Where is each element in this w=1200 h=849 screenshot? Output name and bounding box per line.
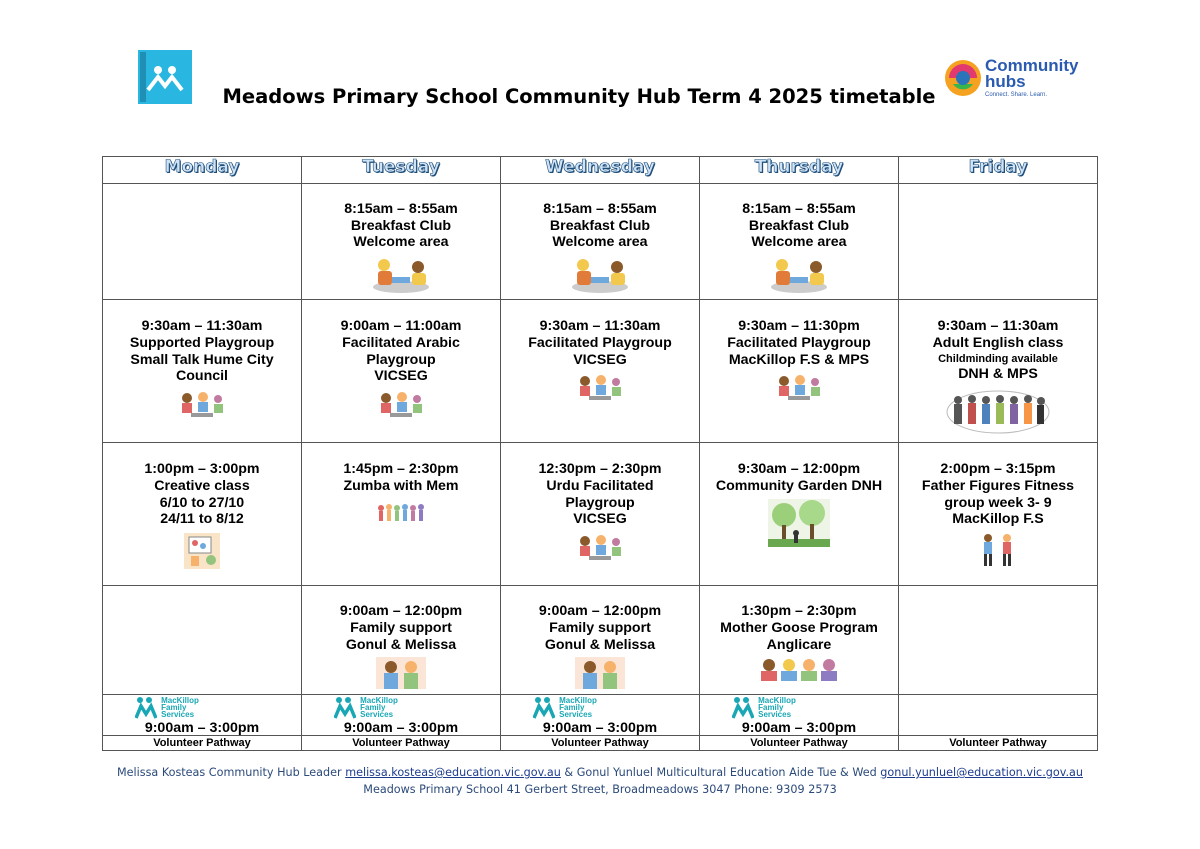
session-detail: Anglicare bbox=[766, 636, 832, 653]
session-time: 2:00pm – 3:15pm bbox=[940, 461, 1056, 478]
session-detail: Welcome area bbox=[552, 234, 648, 251]
mackillop-logo-line: MacKillop bbox=[161, 696, 199, 706]
session-time: 9:30am – 11:30pm bbox=[738, 318, 860, 335]
session-cell-wednesday bbox=[501, 586, 700, 694]
volunteer-pathway-wednesday: Volunteer Pathway bbox=[501, 735, 700, 750]
mackillop-logo-line: Family bbox=[559, 703, 585, 713]
mackillop-cell-thursday bbox=[700, 694, 899, 735]
timetable-row bbox=[103, 443, 1098, 586]
timetable-row bbox=[103, 184, 1098, 300]
logo-word-community: Community bbox=[985, 56, 1079, 75]
session-cell-monday bbox=[103, 443, 302, 586]
day-header-thursday: Thursday bbox=[700, 157, 899, 184]
session-cell-thursday bbox=[700, 300, 899, 443]
session-detail: VICSEG bbox=[573, 511, 627, 528]
session-cell-friday bbox=[899, 184, 1098, 300]
session-cell-tuesday bbox=[302, 443, 501, 586]
zumba-icon bbox=[302, 499, 500, 532]
footer bbox=[0, 764, 1200, 798]
mackillop-logo-line: Family bbox=[758, 703, 784, 713]
session-time: 9:30am – 11:30am bbox=[539, 318, 661, 335]
session-detail: Welcome area bbox=[751, 234, 847, 251]
session-detail: Family support bbox=[549, 619, 651, 636]
session-detail: 6/10 to 27/10 bbox=[159, 494, 245, 511]
fitness-icon bbox=[899, 532, 1097, 573]
day-header-wednesday: Wednesday bbox=[501, 157, 700, 184]
session-detail: Breakfast Club bbox=[748, 217, 850, 234]
breakfast-icon bbox=[501, 255, 699, 300]
session-cell-friday bbox=[899, 300, 1098, 443]
session-detail: VICSEG bbox=[374, 368, 428, 385]
session-detail: Facilitated Playgroup bbox=[727, 334, 871, 351]
logo-tagline: Connect. Share. Learn. bbox=[985, 92, 1048, 98]
session-detail: Playgroup bbox=[366, 351, 436, 368]
timetable bbox=[102, 156, 1098, 751]
mackillop-logo-line: MacKillop bbox=[758, 696, 796, 706]
art-icon bbox=[103, 532, 301, 575]
mackillop-logo bbox=[630, 695, 898, 721]
volunteer-time: 9:00am – 3:00pm bbox=[343, 719, 459, 736]
footer-leader-text: Melissa Kosteas Community Hub Leader bbox=[117, 766, 346, 779]
playgroup-icon bbox=[302, 389, 500, 424]
day-header-tuesday: Tuesday bbox=[302, 157, 501, 184]
mackillop-logo-text bbox=[161, 697, 199, 718]
mackillop-logo-line: Family bbox=[360, 703, 386, 713]
playgroup-icon bbox=[501, 532, 699, 567]
mackillop-logo-text bbox=[758, 697, 796, 718]
session-detail: Supported Playgroup bbox=[129, 334, 275, 351]
session-detail: DNH & MPS bbox=[958, 365, 1038, 382]
email-link-melissa[interactable]: melissa.kosteas@education.vic.gov.au bbox=[345, 766, 561, 779]
volunteer-row bbox=[103, 735, 1098, 750]
session-cell-monday bbox=[103, 184, 302, 300]
session-cell-thursday bbox=[700, 586, 899, 694]
session-time: 9:00am – 11:00am bbox=[340, 318, 462, 335]
session-time: 9:30am – 11:30am bbox=[141, 318, 263, 335]
footer-contacts bbox=[0, 764, 1200, 781]
session-detail: Adult English class bbox=[932, 334, 1064, 351]
session-cell-wednesday bbox=[501, 300, 700, 443]
session-detail: Creative class bbox=[154, 477, 250, 494]
breakfast-icon bbox=[700, 255, 898, 300]
session-time: 9:30am – 11:30am bbox=[937, 318, 1059, 335]
session-detail: Playgroup bbox=[565, 494, 635, 511]
session-detail: Father Figures Fitness bbox=[921, 477, 1075, 494]
session-detail: VICSEG bbox=[573, 351, 627, 368]
day-header-friday: Friday bbox=[899, 157, 1098, 184]
session-cell-thursday bbox=[700, 184, 899, 300]
email-link-gonul[interactable]: gonul.yunluel@education.vic.gov.au bbox=[880, 766, 1083, 779]
footer-address: Meadows Primary School 41 Gerbert Street, Broadmeadows 3047 Phone: 9309 2573 bbox=[363, 783, 837, 796]
session-detail: Small Talk Hume City bbox=[130, 351, 274, 368]
mackillop-logo-text bbox=[559, 697, 597, 718]
session-cell-wednesday bbox=[501, 184, 700, 300]
session-detail: Welcome area bbox=[353, 234, 449, 251]
support-icon bbox=[302, 657, 500, 694]
timetable-row bbox=[103, 300, 1098, 443]
mackillop-logo-line: Services bbox=[559, 710, 593, 720]
volunteer-time: 9:00am – 3:00pm bbox=[144, 719, 260, 736]
mackillop-logo-line: Services bbox=[360, 710, 394, 720]
mackillop-row bbox=[103, 694, 1098, 735]
volunteer-pathway-tuesday: Volunteer Pathway bbox=[302, 735, 501, 750]
timetable-row bbox=[103, 586, 1098, 694]
volunteer-pathway-monday: Volunteer Pathway bbox=[103, 735, 302, 750]
session-detail: Gonul & Melissa bbox=[544, 636, 656, 653]
volunteer-pathway-friday: Volunteer Pathway bbox=[899, 735, 1098, 750]
session-note: Childminding available bbox=[938, 352, 1058, 365]
session-cell-wednesday bbox=[501, 443, 700, 586]
garden-icon bbox=[700, 499, 898, 552]
session-detail: MacKillop F.S bbox=[952, 511, 1044, 528]
session-detail: Breakfast Club bbox=[549, 217, 651, 234]
session-time: 9:00am – 12:00pm bbox=[339, 603, 463, 620]
session-cell-tuesday bbox=[302, 184, 501, 300]
day-header-monday: Monday bbox=[103, 157, 302, 184]
session-detail: group week 3- 9 bbox=[944, 494, 1052, 511]
session-detail: Mother Goose Program bbox=[720, 619, 878, 636]
session-time: 12:30pm – 2:30pm bbox=[538, 461, 662, 478]
session-cell-monday bbox=[103, 586, 302, 694]
mackillop-logo-line: Services bbox=[161, 710, 195, 720]
logo-word-hubs: hubs bbox=[985, 72, 1026, 91]
session-detail: Facilitated Arabic bbox=[342, 334, 460, 351]
session-cell-tuesday bbox=[302, 586, 501, 694]
session-detail: Council bbox=[175, 368, 229, 385]
session-detail: Breakfast Club bbox=[350, 217, 452, 234]
footer-aide-text: & Gonul Yunluel Multicultural Education Aide Tue & Wed bbox=[560, 766, 881, 779]
mackillop-cell-friday bbox=[899, 694, 1098, 735]
session-cell-friday bbox=[899, 586, 1098, 694]
session-cell-friday bbox=[899, 443, 1098, 586]
playgroup-icon bbox=[501, 372, 699, 407]
page-title: Meadows Primary School Community Hub Term 4 2025 timetable bbox=[222, 85, 936, 108]
session-time: 1:00pm – 3:00pm bbox=[144, 461, 260, 478]
mackillop-logo-line: MacKillop bbox=[360, 696, 398, 706]
mackillop-logo-line: Family bbox=[161, 703, 187, 713]
session-detail: MacKillop F.S & MPS bbox=[728, 351, 870, 368]
session-time: 8:15am – 8:55am bbox=[543, 201, 657, 217]
volunteer-time: 9:00am – 3:00pm bbox=[542, 719, 658, 736]
session-detail: Facilitated Playgroup bbox=[528, 334, 672, 351]
mackillop-logo-line: MacKillop bbox=[559, 696, 597, 706]
session-time: 8:15am – 8:55am bbox=[344, 201, 458, 217]
playgroup-icon bbox=[103, 389, 301, 424]
playgroup-icon bbox=[700, 372, 898, 407]
session-detail: Urdu Facilitated bbox=[546, 477, 654, 494]
session-detail: Zumba with Mem bbox=[343, 477, 459, 494]
session-time: 9:00am – 12:00pm bbox=[538, 603, 662, 620]
volunteer-time: 9:00am – 3:00pm bbox=[741, 719, 857, 736]
session-detail: Community Garden DNH bbox=[715, 477, 883, 494]
session-time: 1:45pm – 2:30pm bbox=[343, 461, 459, 478]
session-time: 1:30pm – 2:30pm bbox=[741, 603, 857, 620]
mackillop-logo-line: Services bbox=[758, 710, 792, 720]
volunteer-pathway-thursday: Volunteer Pathway bbox=[700, 735, 899, 750]
support-icon bbox=[501, 657, 699, 694]
session-time: 9:30am – 12:00pm bbox=[737, 461, 861, 478]
session-detail: Family support bbox=[350, 619, 452, 636]
session-detail: 24/11 to 8/12 bbox=[160, 511, 244, 528]
session-time: 8:15am – 8:55am bbox=[742, 201, 856, 217]
breakfast-icon bbox=[302, 255, 500, 300]
session-cell-tuesday bbox=[302, 300, 501, 443]
adults-icon bbox=[899, 386, 1097, 439]
session-detail: Gonul & Melissa bbox=[345, 636, 457, 653]
mackillop-logo-text bbox=[360, 697, 398, 718]
session-cell-thursday bbox=[700, 443, 899, 586]
session-cell-monday bbox=[103, 300, 302, 443]
reading-icon bbox=[700, 657, 898, 690]
